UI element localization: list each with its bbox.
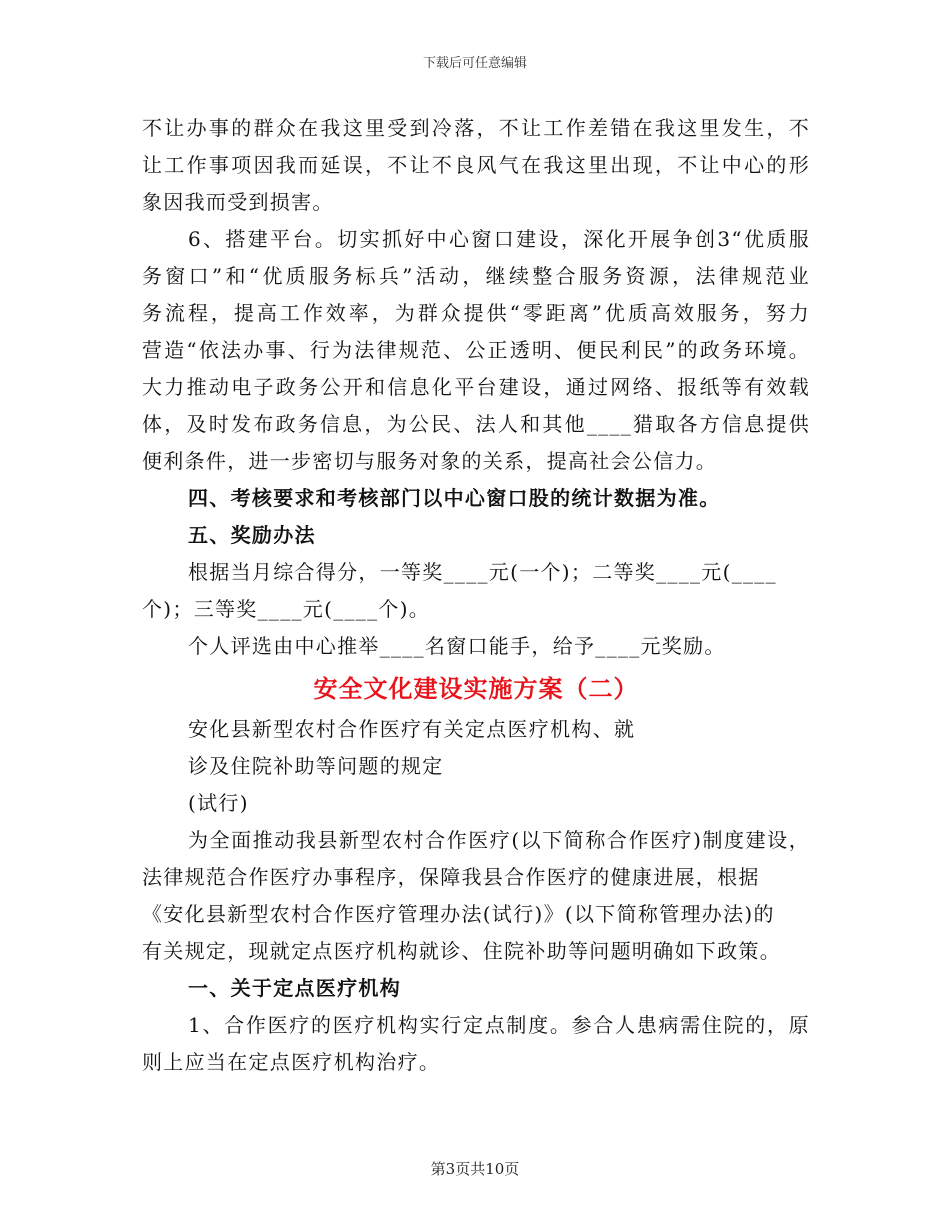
paragraph-line: 则上应当在定点医疗机构治疗。 (142, 1050, 441, 1074)
section-heading-5: 五、奖励办法 (188, 523, 316, 547)
paragraph-line: 1、合作医疗的医疗机构实行定点制度。参合人患病需住院的，原 (188, 1013, 810, 1037)
page-footer: 第3页共10页 (430, 1160, 520, 1178)
paragraph-line: 为全面推动我县新型农村合作医疗(以下简称合作医疗)制度建设， (188, 828, 810, 852)
paragraph-line: 有关规定，现就定点医疗机构就诊、住院补助等问题明确如下政策。 (142, 939, 781, 963)
paragraph-line: 象因我而受到损害。 (142, 190, 334, 214)
paragraph-line: 《安化县新型农村合作医疗管理办法(试行)》(以下简称管理办法)的 (142, 902, 775, 926)
page-header: 下载后可任意编辑 (422, 56, 527, 71)
subtitle-line: 安化县新型农村合作医疗有关定点医疗机构、就 (188, 717, 636, 741)
document-title: 安全文化建设实施方案（二） (313, 674, 639, 703)
paragraph-line: 便利条件，进一步密切与服务对象的关系，提高社会公信力。 (142, 449, 718, 473)
section-heading-4: 四、考核要求和考核部门以中心窗口股的统计数据为准。 (188, 486, 721, 510)
section-heading-1: 一、关于定点医疗机构 (188, 976, 401, 1000)
paragraph-line: 6、搭建平台。切实抓好中心窗口建设，深化开展争创3“优质服 (188, 227, 810, 251)
document-body (142, 110, 810, 1081)
paragraph-line: 让工作事项因我而延误，不让不良风气在我这里出现，不让中心的形 (142, 153, 810, 177)
subtitle-line: (试行) (188, 791, 249, 815)
paragraph-line: 法律规范合作医疗办事程序，保障我县合作医疗的健康进展，根据 (142, 865, 760, 889)
paragraph-line: 营造“依法办事、行为法律规范、公正透明、便民利民”的政务环境。 (142, 338, 810, 362)
paragraph-line: 根据当月综合得分，一等奖____元(一个)；二等奖____元(____ (188, 560, 777, 584)
paragraph-line: 大力推动电子政务公开和信息化平台建设，通过网络、报纸等有效载 (142, 375, 810, 399)
paragraph-line: 个人评选由中心推举____名窗口能手，给予____元奖励。 (188, 634, 726, 658)
subtitle-line: 诊及住院补助等问题的规定 (188, 754, 444, 778)
paragraph-line: 体，及时发布政务信息，为公民、法人和其他____猎取各方信息提供 (142, 412, 810, 436)
paragraph-line: 务流程，提高工作效率，为群众提供“零距离”优质高效服务，努力 (142, 301, 810, 325)
paragraph-line: 不让办事的群众在我这里受到冷落，不让工作差错在我这里发生，不 (142, 116, 810, 140)
paragraph-line: 个)；三等奖____元(____个)。 (142, 597, 431, 621)
paragraph-line: 务窗口”和“优质服务标兵”活动，继续整合服务资源，法律规范业 (142, 264, 810, 288)
